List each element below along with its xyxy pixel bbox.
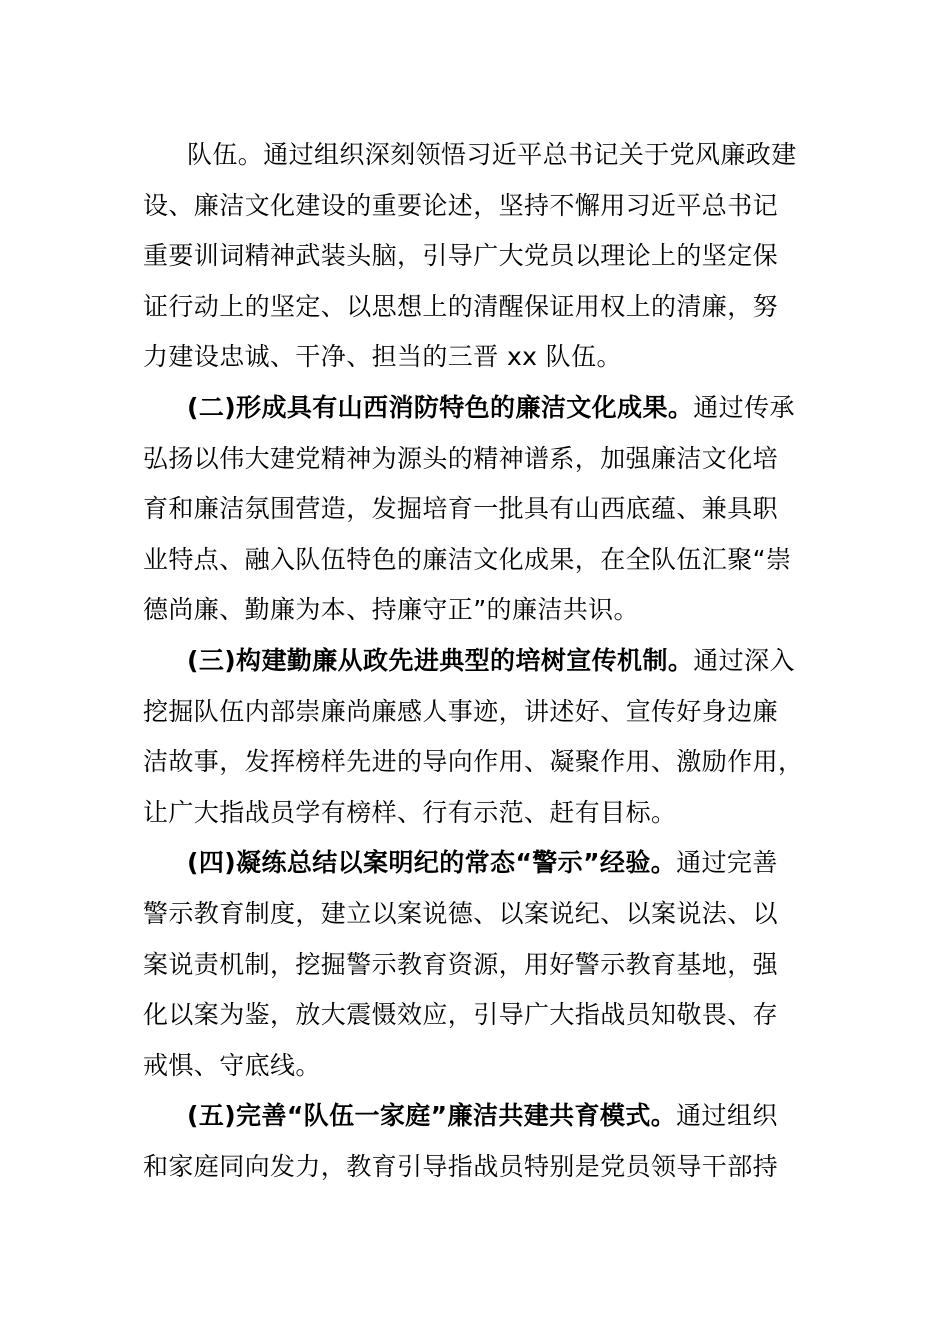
text-line: 育和廉洁氛围营造，发掘培育一批具有山西底蕴、兼具职 — [143, 494, 779, 524]
paragraph-continuation — [143, 130, 823, 383]
text-line: 和家庭同向发力，教育引导指战员特别是党员领导干部持 — [143, 1151, 779, 1181]
text-line: 洁故事，发挥榜样先进的导向作用、凝聚作用、激励作用， — [143, 747, 804, 777]
text-line — [143, 1091, 823, 1142]
text-line: 队伍。通过组织深刻领悟习近平总书记关于党风廉政建 — [187, 140, 797, 169]
section-heading: (四)凝练总结以案明纪的常态“警示”经验。 — [187, 848, 677, 878]
heading-trailing-text: 通过组织 — [676, 1101, 778, 1131]
text-line: 弘扬以伟大建党精神为源头的精神谱系，加强廉洁文化培 — [143, 443, 779, 473]
text-line: 业特点、融入队伍特色的廉洁文化成果，在全队伍汇聚“崇 — [143, 544, 792, 574]
section-heading: (二)形成具有山西消防特色的廉洁文化成果。 — [187, 392, 694, 422]
text-line: 挖掘队伍内部崇廉尚廉感人事迹，讲述好、宣传好身边廉 — [143, 696, 779, 726]
text-line: 证行动上的坚定、以思想上的清醒保证用权上的清廉，努 — [143, 291, 779, 321]
heading-trailing-text: 通过完善 — [676, 848, 778, 878]
text-line — [143, 838, 823, 889]
text-line: 案说责机制，挖掘警示教育资源，用好警示教育基地，强 — [143, 949, 779, 979]
document-body — [143, 130, 823, 1192]
text-line — [143, 383, 823, 434]
heading-trailing-text: 通过深入 — [693, 645, 795, 675]
text-line: 化以案为鉴，放大震慑效应，引导广大指战员知敬畏、存 — [143, 1000, 779, 1030]
text-line: 警示教育制度，建立以案说德、以案说纪、以案说法、以 — [143, 898, 779, 928]
text-line: 重要训词精神武装头脑，引导广大党员以理论上的坚定保 — [143, 241, 779, 271]
paragraph-section-3 — [143, 636, 823, 838]
paragraph-section-2 — [143, 383, 823, 636]
text-line: 让广大指战员学有榜样、行有示范、赶有目标。 — [143, 797, 677, 827]
paragraph-section-5 — [143, 1091, 823, 1192]
text-line: 戒惧、守底线。 — [143, 1050, 321, 1080]
text-line: 力建设忠诚、干净、担当的三晋 xx 队伍。 — [143, 342, 622, 372]
heading-trailing-text: 通过传承 — [693, 392, 795, 422]
text-line: 设、廉洁文化建设的重要论述，坚持不懈用习近平总书记 — [143, 190, 779, 220]
text-line: 德尚廉、勤廉为本、持廉守正”的廉洁共识。 — [143, 595, 639, 625]
text-line — [143, 636, 823, 687]
section-heading: (五)完善“队伍一家庭”廉洁共建共育模式。 — [187, 1101, 677, 1131]
paragraph-section-4 — [143, 838, 823, 1091]
section-heading: (三)构建勤廉从政先进典型的培树宣传机制。 — [187, 645, 694, 675]
